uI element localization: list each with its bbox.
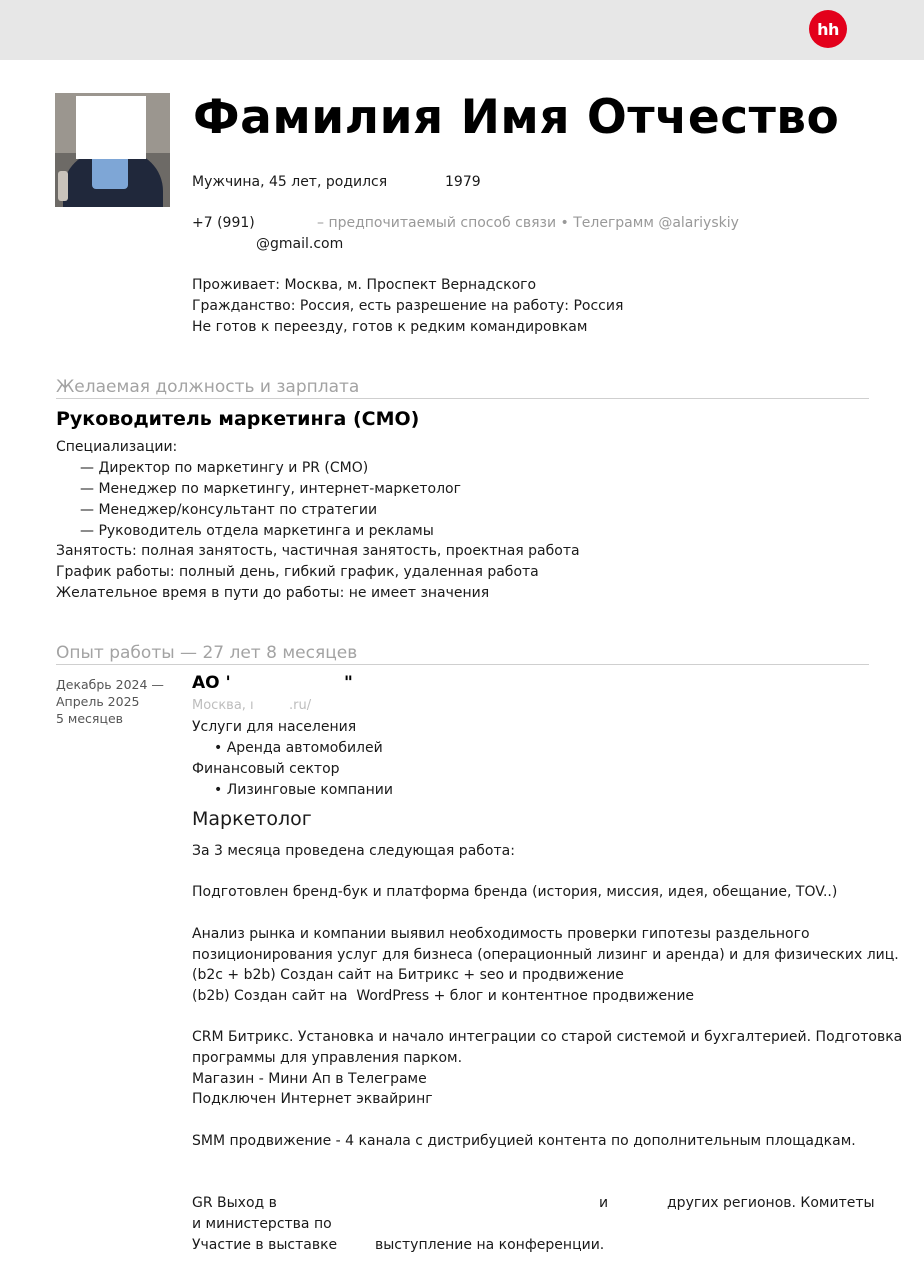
top-bar [0,0,924,60]
company-site[interactable]: .ru/ [289,698,312,713]
schedule: График работы: полный день, гибкий график, удаленная работа [56,564,539,580]
specializations-list [80,458,461,542]
job-period [56,676,164,727]
gr-text-and: и [599,1195,609,1211]
company-name: АО ' [192,673,231,693]
section-divider [56,664,869,665]
desired-position: Руководитель маркетинга (CMO) [56,408,420,430]
profile-photo [55,93,170,207]
job-description: За 3 месяца проведена следующая работа: Подготовлен бренд-бук и платформа бренда (история, миссия, идея, обещание, TOV..) Анализ рынка и компании выявил необходимость проверки гипотезы раздельного позиционирования услуг для бизнеса (операционный лизинг и аренда) и для физических лиц. (b2c + b2b) Создан сайт на Битрикс + seo и продвижение (b2b) Создан сайт на WordPress + блог и контентное продвижение CRM Битрикс. Установка и начало интеграции со старой системой и бухгалтерией. Подготовка программы для управления парком. Магазин - Мини Ап в Телеграме Подключен Интернет эквайринг SMM продвижение - 4 канала с дистрибуцией контента по дополнительным площадкам. [192,843,903,1149]
gr-text-line3-end: выступление на конференции. [375,1237,605,1253]
experience-section-title: Опыт работы — 27 лет 8 месяцев [56,643,358,663]
gr-text-line2: и министерства по [192,1216,332,1232]
residence: Проживает: Москва, м. Проспект Вернадского [192,277,537,293]
period-end: Апрель 2025 [56,694,140,709]
specialization-item: — Менеджер по маркетингу, интернет-маркетолог [80,479,461,500]
gender-age: Мужчина, 45 лет, родился [192,174,388,190]
period-duration: 5 месяцев [56,711,124,726]
birth-year: 1979 [445,174,481,190]
candidate-name: Фамилия Имя Отчество [193,90,840,145]
section-divider [56,398,869,399]
industry-2-item: • Лизинговые компании [214,782,393,798]
industry-1: Услуги для населения [192,719,357,735]
hh-logo[interactable]: hh [809,10,847,48]
job-role: Маркетолог [192,808,312,830]
email[interactable]: @gmail.com [256,236,344,252]
relocation: Не готов к переезду, готов к редким командировкам [192,319,588,335]
industry-1-item: • Аренда автомобилей [214,740,383,756]
company-location: Москва, ı [192,698,254,713]
face-redaction [76,96,146,159]
employment: Занятость: полная занятость, частичная занятость, проектная работа [56,543,580,559]
specializations-label: Специализации: [56,439,178,455]
desired-section-title: Желаемая должность и зарплата [56,377,360,397]
period-start: Декабрь 2024 — [56,677,164,692]
specialization-item: — Менеджер/консультант по стратегии [80,500,461,521]
gr-text-line3-start: Участие в выставке [192,1237,338,1253]
contact-note: – предпочитаемый способ связи • Телеграмм @alariyskiy [317,215,739,231]
gr-text-end: других регионов. Комитеты [667,1195,875,1211]
industry-2: Финансовый сектор [192,761,340,777]
phone[interactable]: +7 (991) [192,215,255,231]
commute: Желательное время в пути до работы: не имеет значения [56,585,490,601]
citizenship: Гражданство: Россия, есть разрешение на работу: Россия [192,298,624,314]
specialization-item: — Руководитель отдела маркетинга и рекламы [80,521,461,542]
specialization-item: — Директор по маркетингу и PR (CMO) [80,458,461,479]
gr-text-start: GR Выход в [192,1195,277,1211]
company-name-close: " [344,673,353,693]
